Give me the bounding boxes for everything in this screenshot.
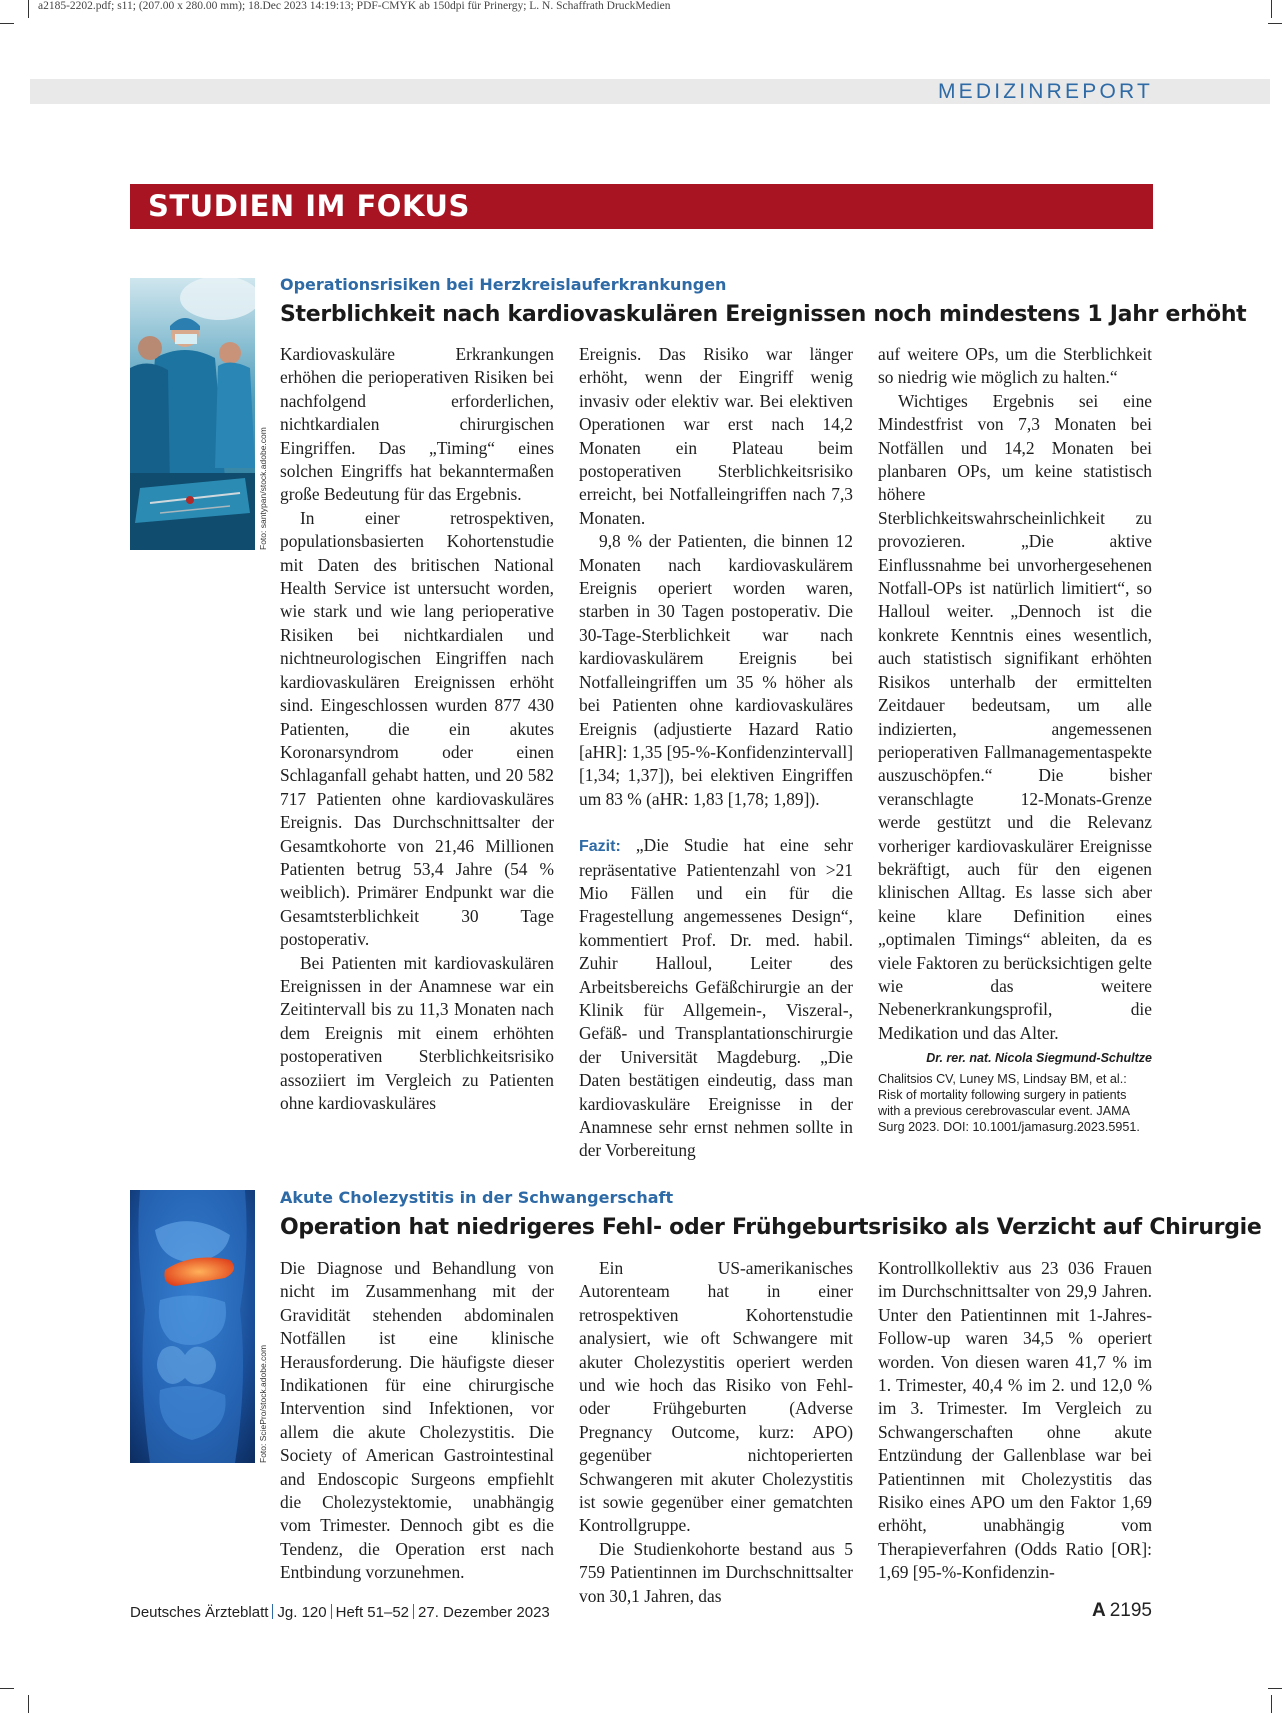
journal-name: Deutsches Ärzteblatt <box>130 1604 269 1621</box>
paragraph: In einer retrospektiven, populationsbasierten Kohortenstudie mit Daten des britischen National Health Service ist untersucht worden, wie stark und wie lang perioperative Risiken bei nichtkardialen und nichtneurologischen Eingriffen nach kardiovaskulären Ereignissen erhöht sind. Eingeschlossen wurden 877 430 Patienten, die ein akutes Koronarsyndrom oder einen Schlaganfall gehabt hatten, und 20 582 717 Patienten ohne kardiovaskuläres Ereignis. Das Durchschnittsalter der Gesamtkohorte von 21,46 Millionen Patienten betrug 53,4 Jahre (54 % weiblich). Primärer Endpunkt war die Gesamtsterblichkeit 30 Tage postoperativ. <box>280 507 554 950</box>
surgery-photo <box>130 278 255 550</box>
banner-title: STUDIEN IM FOKUS <box>148 189 470 223</box>
paragraph <box>878 390 1152 1066</box>
article1-column-3 <box>878 343 1152 1135</box>
issue: Heft 51–52 <box>335 1604 410 1621</box>
crop-mark-top-left-h <box>0 23 14 24</box>
fazit-label: Fazit: <box>579 838 621 856</box>
paragraph: Ein US-amerikanisches Autorenteam hat in einer retrospektiven Kohortenstudie analysiert, wie oft Schwangere mit akuter Cholezystitis operiert werden und wie hoch das Risiko von Fehl- oder Frühgeburten (Adverse Pregnancy Outcome, kurz: APO) gegenüber nichtoperierten Schwangeren mit akuter Cholezystitis ist sowie gegenüber einer gematchten Kontrollgruppe. <box>579 1258 853 1536</box>
print-info-line: a2185-2202.pdf; s11; (207.00 x 280.00 mm); 18.Dec 2023 14:19:13; PDF-CMYK ab 150dpi für Prinergy; L. N. Schaffrath DruckMedien <box>38 0 671 12</box>
article1-kicker: Operationsrisiken bei Herzkreislauferkrankungen <box>280 275 727 294</box>
page-footer <box>130 1604 550 1621</box>
article2-headline: Operation hat niedrigeres Fehl- oder Frühgeburtsrisiko als Verzicht auf Chirurgie <box>280 1215 1262 1240</box>
crop-mark-bottom-left <box>28 1695 29 1713</box>
paragraph: Kardiovaskuläre Erkrankungen erhöhen die perioperativen Risiken bei nachfolgend erforderlichen, nichtkardialen chirurgischen Eingriffen. Das „Timing“ eines solchen Eingriffs hat bekanntermaßen große Bedeutung für das Ergebnis. <box>280 344 554 505</box>
crop-mark-top-left <box>28 0 29 18</box>
article1-headline: Sterblichkeit nach kardiovaskulären Ereignissen noch mindestens 1 Jahr erhöht <box>280 302 1247 327</box>
crop-mark-bottom-right-h <box>1268 1688 1282 1689</box>
footer-separator <box>331 1604 332 1619</box>
paragraph: Bei Patienten mit kardiovaskulären Ereignissen in der Anamnese war ein Zeitintervall bis zu 11,3 Monaten nach dem Ereignis mit einem erhöhten postoperativen Sterblichkeitsrisiko assoziiert im Vergleich zu Patienten ohne kardiovaskuläres <box>280 952 554 1113</box>
photo-credit-2: Foto: SciePro/stock.adobe.com <box>258 1344 268 1463</box>
fazit-text: „Die Studie hat eine sehr repräsentative Patientenzahl von >21 Mio Fällen und ein für die Fragestellung angemessenes Design“, kommentiert Prof. Dr. med. habil. Zuhir Halloul, Leiter des Arbeitsbereichs Gefäßchirurgie an der Klinik für Allgemein-, Viszeral-, Gefäß- und Transplantationschirurgie der Universität Magdeburg. „Die Daten bestätigen eindeutig, dass man kardiovaskuläre Ereignisse in der Anamnese sehr ernst nehmen sollte in der Vorbereitung <box>579 835 853 1161</box>
paragraph: auf weitere OPs, um die Sterblichkeit so niedrig wie möglich zu halten.“ <box>878 344 1152 388</box>
page-number <box>1092 1600 1152 1622</box>
crop-mark-top-right <box>1271 0 1272 18</box>
crop-mark-bottom-right <box>1271 1695 1272 1713</box>
article2-kicker: Akute Cholezystitis in der Schwangerschaft <box>280 1188 674 1207</box>
anatomy-photo <box>130 1190 255 1463</box>
issue-date: 27. Dezember 2023 <box>418 1604 550 1621</box>
section-label: MEDIZINREPORT <box>937 80 1153 103</box>
article1-column-1 <box>280 343 554 1115</box>
reference: Chalitsios CV, Luney MS, Lindsay BM, et al.: Risk of mortality following surgery in patients with a previous cerebrovascular event. JAMA Surg 2023. DOI: 10.1001/jamasurg.2023.5951. <box>878 1071 1140 1134</box>
author-byline: Dr. rer. nat. Nicola Siegmund-Schultze <box>926 1051 1152 1066</box>
page-number-value: 2195 <box>1109 1600 1152 1621</box>
fazit-paragraph <box>579 834 853 1163</box>
article1-column-2 <box>579 343 853 1163</box>
paragraph-text: Wichtiges Ergebnis sei eine Mindestfrist von 7,3 Monaten bei Notfällen und 14,2 Monaten bei planbaren OPs, um keine statistisch höhere Sterblichkeitswahrscheinlichkeit zu provozieren. „Die aktive Einflussnahme bei unvorhergesehenen Notfall-OPs ist natürlich limitiert“, so Halloul weiter. „Dennoch ist die konkrete Kenntnis eines wesentlich, auch statistisch signifikant erhöhten Risikos unterhalb der ermittelten Zeitdauer bedeutsam, um alle indizierten, angemessenen perioperativen Fallmanagementaspekte auszuschöpfen.“ Die bisher veranschlagte 12-Monats-Grenze werde gestützt und die Relevanz vorheriger kardiovaskulärer Ereignisse bekräftigt, auch für den eigenen klinischen Alltag. Es lasse sich aber keine klare Definition eines „optimalen Timings“ ableiten, da es viele Faktoren zu berücksichtigen gelte wie das weitere Nebenerkrankungsprofil, die Medikation und das Alter. <box>878 390 1152 1043</box>
crop-mark-top-right-h <box>1268 23 1282 24</box>
article2-column-2 <box>579 1257 853 1608</box>
paragraph: 9,8 % der Patienten, die binnen 12 Monaten nach kardiovaskulärem Ereignis operiert worden waren, starben in 30 Tagen postoperativ. Die 30-Tage-Sterblichkeit war nach kardiovaskulärem Ereignis bei Notfalleingriffen um 35 % höher als bei Patienten ohne kardiovaskuläres Ereignis (adjustierte Hazard Ratio [aHR]: 1,35 [95-%-Konfidenzintervall] [1,34; 1,37]), bei elektiven Eingriffen um 83 % (aHR: 1,83 [1,78; 1,89]). <box>579 531 853 809</box>
crop-mark-bottom-left-h <box>0 1688 14 1689</box>
paragraph: Ereignis. Das Risiko war länger erhöht, wenn der Eingriff wenig invasiv oder elektiv war. Bei elektiven Operationen war erst nach 14,2 Monaten ein Plateau beim postoperativen Sterblichkeitsrisiko erreicht, bei Notfalleingriffen nach 7,3 Monaten. <box>579 344 853 528</box>
footer-separator <box>413 1604 414 1619</box>
article2-column-1 <box>280 1257 554 1585</box>
photo-credit-1: Foto: santypan/stock.adobe.com <box>258 427 268 550</box>
paragraph: Kontrollkollektiv aus 23 036 Frauen im Durchschnittsalter von 29,9 Jahren. Unter den Patientinnen mit 1-Jahres-Follow-up waren 34,5 % operiert worden. Von diesen waren 41,7 % im 1. Trimester, 40,4 % im 2. und 12,0 % im 3. Trimester. Im Vergleich zu Schwangerschaften ohne akute Entzündung der Gallenblase war bei Patientinnen mit Cholezystitis das Risiko eines APO um den Faktor 1,69 erhöht, unabhängig vom Therapieverfahren (Odds Ratio [OR]: 1,69 [95-%-Konfidenzin- <box>878 1258 1152 1583</box>
volume: Jg. 120 <box>277 1604 327 1621</box>
paragraph: Die Studienkohorte bestand aus 5 759 Patientinnen im Durchschnittsalter von 30,1 Jahren, das <box>579 1538 853 1606</box>
page-prefix: A <box>1091 1600 1106 1621</box>
footer-separator <box>272 1604 273 1619</box>
paragraph: Die Diagnose und Behandlung von nicht im Zusammenhang mit der Gravidität stehenden abdominalen Notfällen ist eine klinische Herausforderung. Die häufigste dieser Indikationen für eine chirurgische Intervention sind Infektionen, vor allem die akute Cholezystitis. Die Society of American Gastrointestinal and Endoscopic Surgeons empfiehlt die Cholezystektomie, unabhängig vom Trimester. Dennoch gibt es die Tendenz, die Operation erst nach Entbindung vorzunehmen. <box>280 1258 554 1583</box>
article2-column-3 <box>878 1257 1152 1585</box>
section-banner <box>130 184 1153 229</box>
